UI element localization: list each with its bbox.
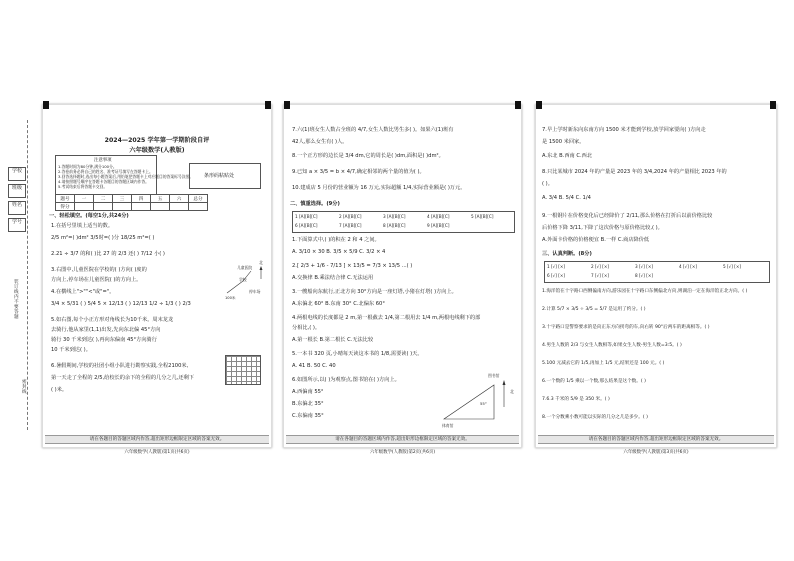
exam-page-3 (535, 104, 777, 455)
question-text: 方向上,停车场在儿童医院( )的方向上。 (51, 277, 142, 283)
score-cell[interactable] (151, 203, 170, 211)
registration-mark (284, 101, 290, 109)
section-heading: 三、认真判断。(8分) (542, 251, 592, 257)
barcode-area (189, 163, 261, 189)
question-text: 去骑行,他从家里(1,1)出发,先向东北偏 45°方向 (51, 327, 161, 333)
registration-mark (43, 101, 49, 109)
score-cell[interactable] (189, 203, 208, 211)
question-text: 10.建成店 5 月份的营业额为 16 万元,实际超额 1/4,实际营业额是( )万元。 (292, 185, 466, 191)
score-cell[interactable] (94, 203, 113, 211)
question-text: 4.两根电线的长度都是 2 m,第一根截去 1/4,第二根用去 1/4 m,两根电线剩下的部 (292, 315, 481, 321)
question-text: 9.已知 a × 3/5 = b × 4/7,确定相邻的两个量的值为( )。 (292, 169, 425, 175)
notice-title: 注意事项 (94, 158, 112, 163)
registration-mark (536, 101, 542, 109)
map-scale: 100米 (225, 296, 236, 300)
question-text: 后价格下降 3/11,下降了这次价格与原价格比较,( )。 (542, 225, 663, 231)
option-row: A.西偏南 55° (292, 389, 324, 395)
question-text: ( )米。 (51, 387, 68, 393)
score-header: 五 (151, 195, 170, 203)
question-text: 7.早上学时新东向东南方向 1500 米才能到学校,放学回家要向( )方向走 (542, 127, 706, 133)
judge-question: 7.6.3 千米的 5/9 是 350 米。( ) (542, 397, 610, 402)
judge-question: 6.一个数的 1/5 乘以一个数,那么结果是这个数。( ) (542, 379, 646, 384)
exam-page-1 (42, 104, 272, 455)
score-cell[interactable] (170, 203, 189, 211)
question-text: 5.如右图,每个小正方形对角线长为10千米。周末龙龙 (51, 317, 174, 323)
judge-question: 1.海洋馆在十字路口西侧偏南方向,游乐园在十字路口东侧偏北方向,则湖泊一定在海洋馆正北方向。( ) (542, 289, 748, 294)
question-text: 8.只比某城市 2024 年的产量是 2023 年的 3/4,2024 年的产量相比 2023 年的 (542, 169, 727, 175)
option-row: A.东北 B.西南 C.西北 (542, 153, 593, 159)
option-row: A. 3/4 B. 5/4 C. 1/4 (542, 195, 591, 201)
option-row: A.第一根长 B.第二根长 C.无法比较 (292, 337, 374, 343)
judge-answer-grid (544, 261, 770, 283)
section-heading: 二、慎重选择。(9分) (290, 201, 340, 207)
choice-bubble[interactable]: 5 [A][B][C] (471, 214, 494, 219)
option-row: A.东偏北 60° B.东南 30° C.北偏东 60° (292, 301, 385, 307)
registration-mark (265, 101, 271, 109)
question-text: 6.暑假期间,学校的社团小组小队进行勘察实践,全程2100米, (51, 363, 189, 369)
option-row: A. 41 B. 50 C. 40 (292, 363, 336, 369)
binding-line-note: 装订线内不要答题 (14, 280, 19, 320)
score-cell[interactable] (113, 203, 132, 211)
option-row: C.东偏南 35° (292, 413, 324, 419)
score-header: 二 (94, 195, 113, 203)
question-text: 3/4 × 5/31 ( ) 5/4 5 × 12/13 ( ) 12/13 1/2 ÷ 1/3 ( ) 2/3 (51, 301, 191, 307)
score-header: 总分 (189, 195, 208, 203)
figure-label-library: 图书馆 (488, 373, 500, 378)
choice-bubble[interactable]: 8 [A][B][C] (383, 223, 406, 228)
judge-question: 8.一个分数乘小数可能以实际的几分之几是多少。( ) (542, 415, 648, 420)
choice-bubble[interactable]: 4 [A][B][C] (427, 214, 450, 219)
map-label-school: 学校 (239, 277, 247, 282)
name-label: 姓名 (8, 201, 26, 215)
score-header: 三 (113, 195, 132, 203)
score-header: 题号 (56, 195, 75, 203)
question-text: 2/5 m²=( )dm² 3/5时=( )分 18/25 m²=( ) (51, 235, 155, 241)
answer-area-notice: 请在各题目的答题区域内作答,超出矩形边框限定区域的答案无效。 (286, 435, 519, 444)
notice-item: 3.回答选择题时,选出每小题答案后,用铅笔把答题卡上对应题目的答案标号涂黑。 (58, 174, 194, 179)
score-row-label: 得分 (56, 203, 75, 211)
choice-bubble[interactable]: 2 [A][B][C] (339, 214, 362, 219)
answer-area-notice: 请在各题目的答题区域内作答,超出矩形边框限定区域的答案无效。 (538, 435, 774, 444)
option-row: A.交换律 B.乘法结合律 C.无法运用 (292, 275, 374, 281)
score-cell[interactable] (132, 203, 151, 211)
judge-question: 5.100 元减去它的 1/5,再加上 1/5 元,结果还是 100 元。( ) (542, 361, 665, 366)
seal-line-note: 密封线 (22, 380, 27, 395)
notice-box (55, 155, 194, 195)
question-text: 7.六(1)班女生人数占全班的 4/7,女生人数比男生多( )。如果六(1)班有 (292, 127, 454, 133)
judge-question: 4.男生人数的 2/3 与女生人数相等,如果女生人数-男生人数=3:5。( ) (542, 343, 682, 348)
question-text: 6.如图所示,以( )为观察点,图书馆在( )方向上。 (292, 377, 400, 383)
judge-bubble[interactable]: 5 [√] [×] (723, 264, 742, 269)
question-text: 4.在横线上">""<"或"="。 (51, 289, 115, 295)
question-text: 2.[ 2/3 + 1/6 - 7/13 ] × 13/5 = 7/3 × 13/5 ...( ) (292, 263, 413, 269)
question-text: 第一天走了全程的 2/5,给校长的余下的全程的几分之几,还剩下 (51, 375, 194, 381)
question-text: 3.右图中,儿童医院在学校的( )方向( )度的 (51, 267, 147, 273)
page-footer: 六年级数学(人教版)第3页(共6页) (623, 450, 689, 455)
judge-bubble[interactable]: 2 [√] [×] (591, 264, 610, 269)
judge-bubble[interactable]: 4 [√] [×] (679, 264, 698, 269)
choice-bubble[interactable]: 7 [A][B][C] (339, 223, 362, 228)
notice-item: 2.答卷前务必将自己的姓名、准考证号填写在答题卡上。 (58, 169, 153, 174)
map-label-parking: 停车场 (249, 289, 261, 294)
registration-mark (515, 101, 521, 109)
section-heading: 一、轻松填空。(每空1分,共24分) (49, 213, 129, 219)
question-text: ( )。 (542, 181, 553, 187)
option-row: A. 3/10 × 30 B. 3/5 × 5/9 C. 3/2 × 4 (292, 249, 386, 255)
class-label: 班级 (8, 184, 26, 198)
score-header: 四 (132, 195, 151, 203)
question-text: 1.在括号里填上适当的数。 (51, 223, 114, 229)
coordinate-grid-figure (225, 355, 261, 385)
notice-item: 5.考试结束后将答题卡交回。 (58, 184, 108, 189)
barcode-label: 条形码粘贴处 (204, 173, 235, 179)
judge-bubble[interactable]: 3 [√] [×] (635, 264, 654, 269)
page-footer: 六年级数学(人教版)第1页(共6页) (124, 450, 190, 455)
figure-label-gym: 体育馆 (442, 423, 454, 428)
question-text: 8.一个正方形的边长是 3/4 dm,它的周长是( )dm,面积是( )dm²。 (292, 153, 444, 159)
option-row: A.外面卡价格的价格便宜 B.一样 C.商店降价低 (542, 237, 650, 243)
choice-bubble[interactable]: 1 [A][B][C] (295, 214, 318, 219)
question-text: 2.21 ÷ 3/7 的和( )比 27 的 2/3 还( ) 7/12 小( ) (51, 251, 165, 257)
judge-bubble[interactable]: 6 [√] [×] (547, 273, 566, 278)
option-row: B.东偏北 35° (292, 401, 324, 407)
score-header: 六 (170, 195, 189, 203)
judge-bubble[interactable]: 1 [√] [×] (547, 264, 566, 269)
question-text: 1.下面算式中,( )的积在 2 和 4 之间。 (292, 237, 380, 243)
question-text: 骑行 30 千米到达( ),再向东偏南 45°方向骑行 (51, 337, 157, 343)
question-text: 10 千米到达( )。 (51, 347, 91, 353)
question-text: 是 1500 米回家。 (542, 139, 585, 145)
student-id-label: 学号 (8, 218, 26, 232)
library-direction-figure (434, 377, 512, 427)
registration-mark (770, 101, 776, 109)
choice-bubble[interactable]: 9 [A][B][C] (427, 223, 450, 228)
question-text: 3.一艘船向东航行,正北方向 30°方向是一座灯塔,小猪在灯塔( )方向上。 (292, 289, 457, 295)
score-table (55, 194, 208, 211)
question-text: 42人,那么女生有( )人。 (292, 139, 348, 145)
figure-angle: 55° (480, 401, 487, 406)
choice-bubble[interactable]: 3 [A][B][C] (383, 214, 406, 219)
judge-question: 2.计算 5/7 × 3/5 ÷ 3/5 = 5/7 是运用了约分。( ) (542, 307, 646, 312)
map-label-north: 北 (259, 260, 263, 265)
page-footer: 六年级数学(人教版)第2页(共6页) (369, 450, 436, 455)
choice-answer-grid (292, 211, 515, 233)
question-text: 5.一本书 320 页,小晴每天读这本书的 1/8,需要读( )天。 (292, 351, 423, 357)
score-header: 一 (75, 195, 94, 203)
judge-question: 3.十字路口是警察要求的是向正东方向拐弯的车,向右转 90°后两车的距离相等。( ) (542, 325, 710, 330)
question-text: 9.一根钢片在价格变化后已经降价了 2/11,那么价格在打折后以前价格比较 (542, 213, 713, 219)
exam-page-2 (283, 104, 522, 455)
exam-subtitle: 六年级数学(人教版) (129, 147, 185, 154)
figure-label-north: 北 (510, 389, 514, 394)
notice-item: 4.请按照题号顺序在答题卡各题目的答题区域内作答。 (58, 179, 149, 184)
judge-bubble[interactable]: 7 [√] [×] (591, 273, 610, 278)
score-cell[interactable] (75, 203, 94, 211)
notice-item: 1.答题时间为80分钟,满分100分。 (58, 164, 117, 169)
choice-bubble[interactable]: 6 [A][B][C] (295, 223, 318, 228)
question-text: 分相比,( )。 (292, 325, 321, 331)
answer-area-notice: 请在各题目的答题区域内作答,超出矩形边框限定区域的答案无效。 (45, 435, 269, 444)
map-label-hospital: 儿童医院 (237, 265, 253, 270)
school-label: 学校 (8, 167, 26, 181)
exam-title: 2024—2025 学年第一学期阶段自评 (104, 137, 210, 144)
cut-line (27, 120, 28, 430)
judge-bubble[interactable]: 8 [√] [×] (635, 273, 654, 278)
